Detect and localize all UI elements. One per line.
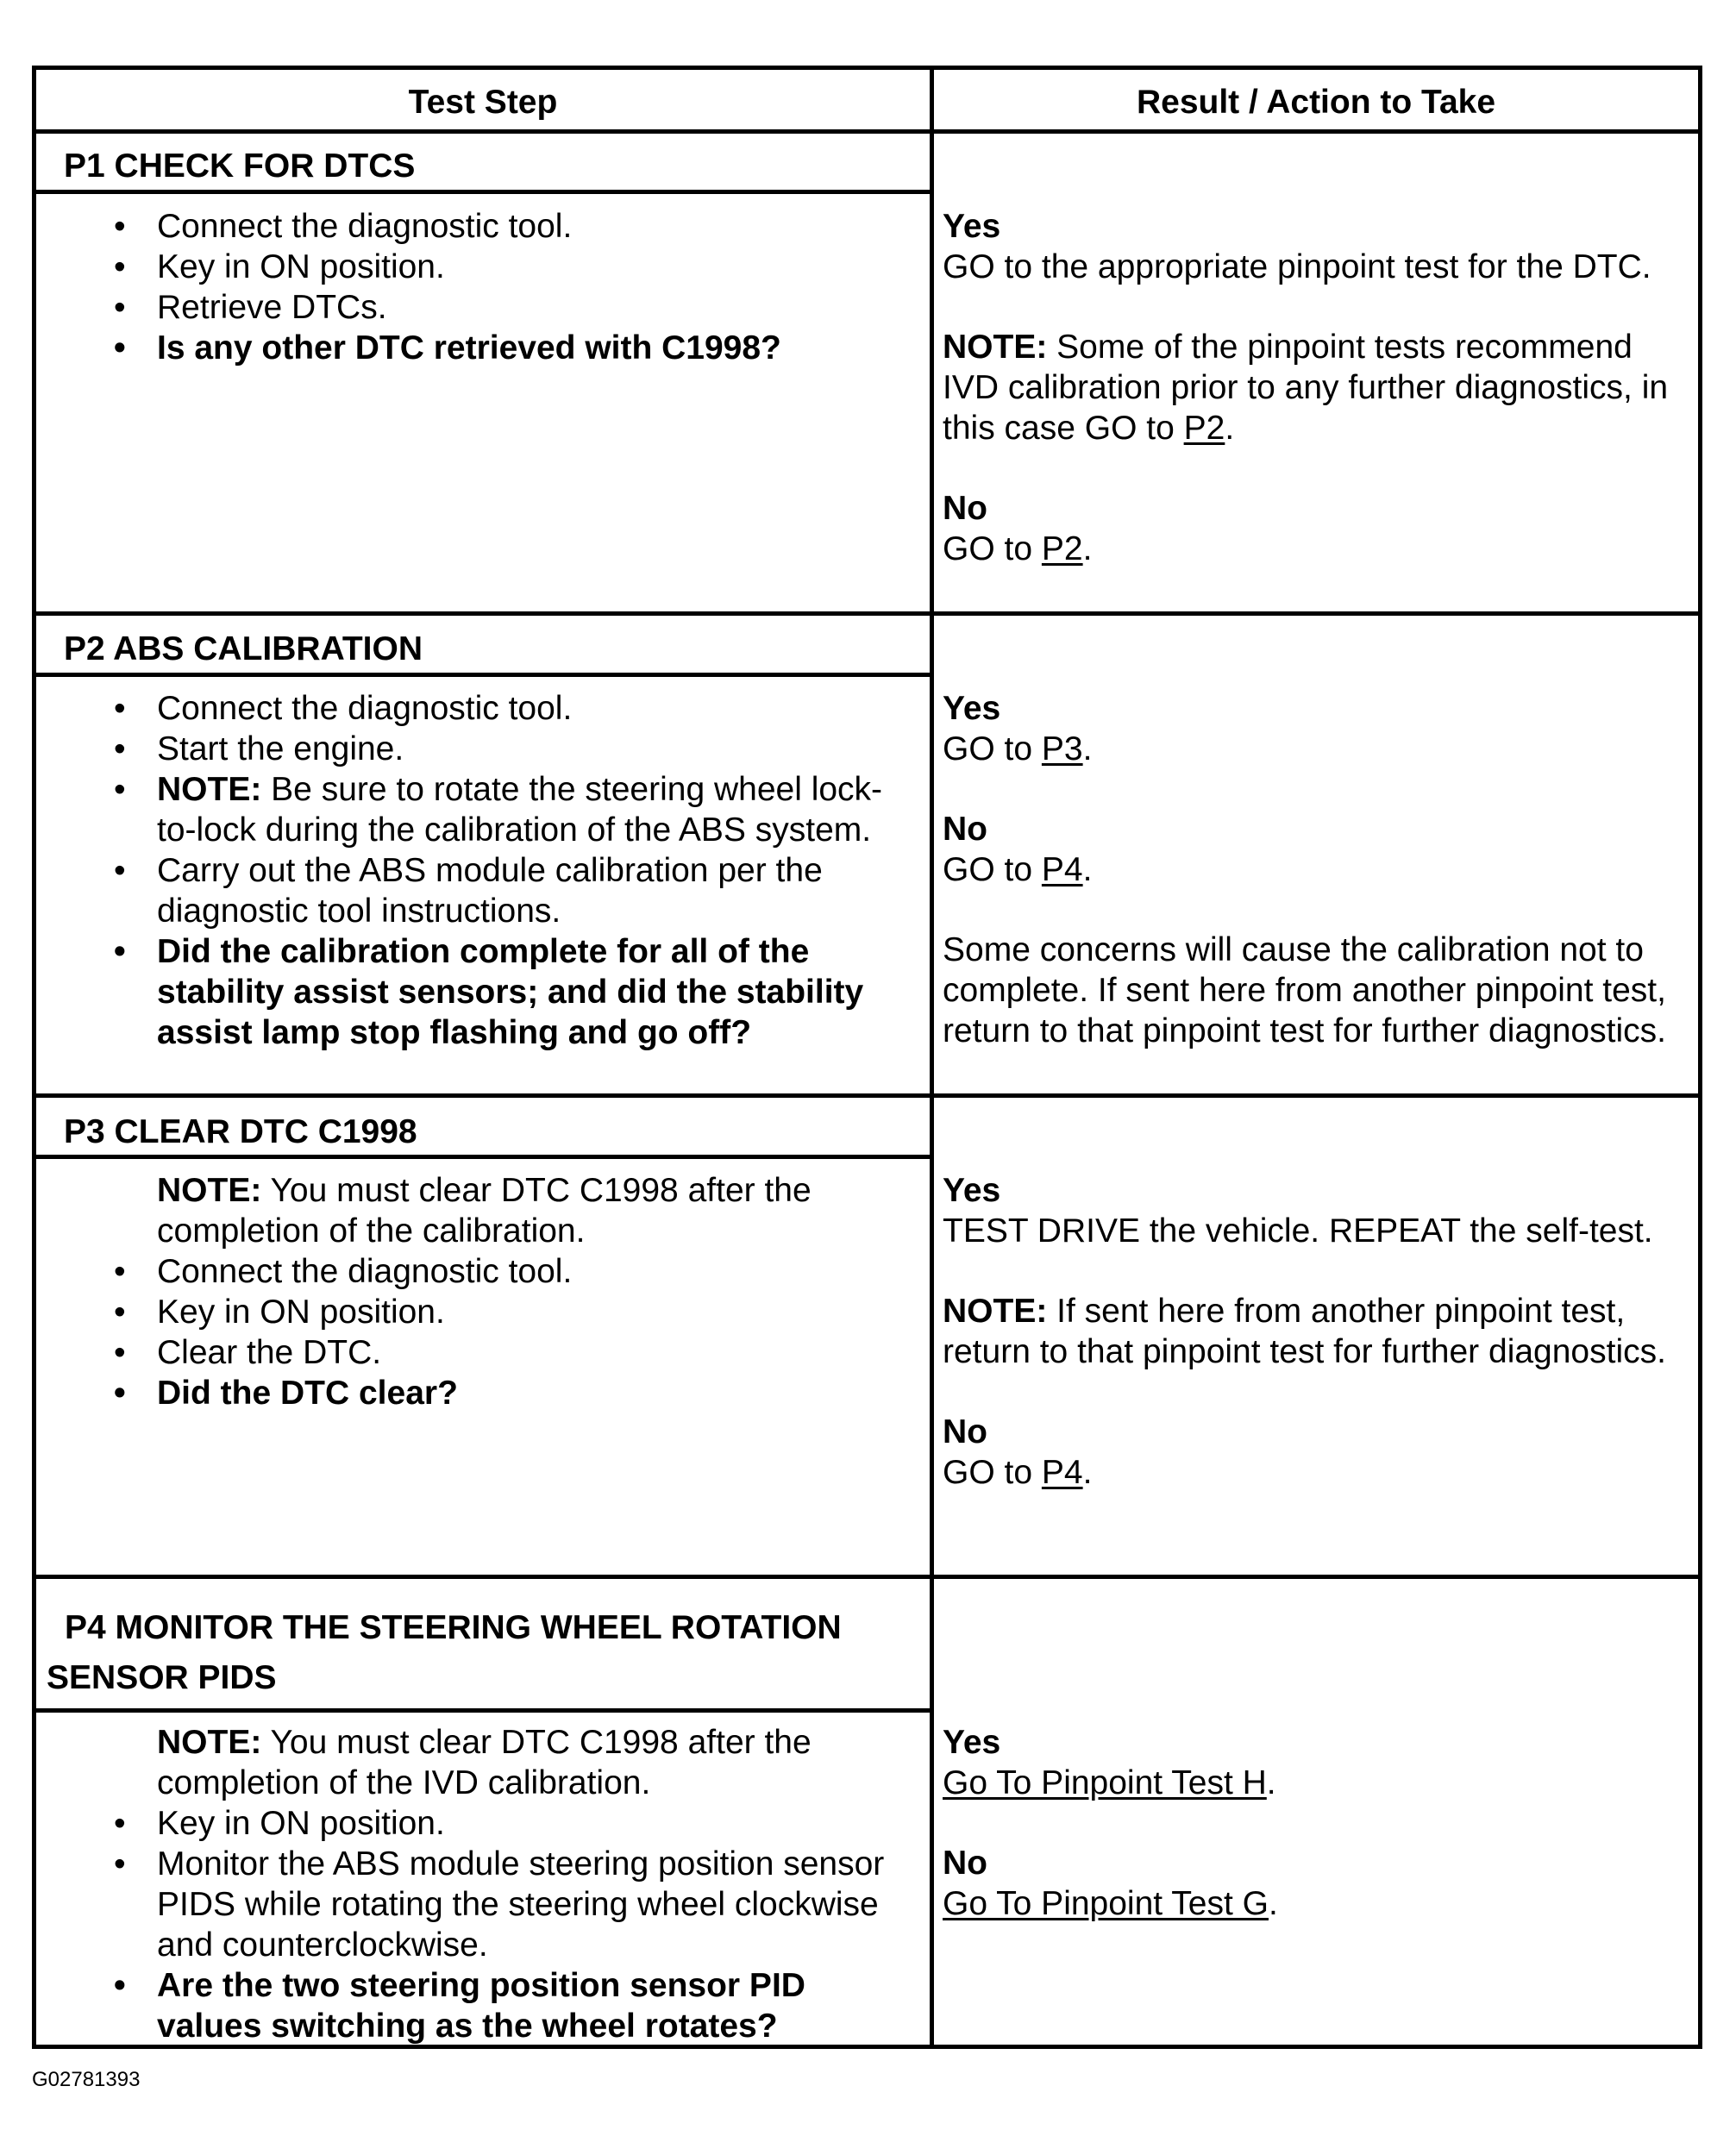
link-pinpoint-test-g[interactable]: Go To Pinpoint Test G [943,1885,1269,1922]
link-p3[interactable]: P3 [1041,730,1083,767]
header-result-action: Result / Action to Take [1136,84,1496,121]
title-divider [36,1708,930,1713]
column-divider [930,70,934,2045]
list-item: • Is any other DTC retrieved with C1998? [114,328,916,368]
link-p4[interactable]: P4 [1041,851,1083,888]
link-p2[interactable]: P2 [1041,530,1083,567]
step-title-p2: P2 ABS CALIBRATION [64,630,423,667]
step-list-p1 [114,206,916,368]
no-prefix: GO to [943,1454,1033,1491]
step-list-p3 [114,1170,916,1413]
no-label: No [943,1845,987,1882]
title-divider [36,673,930,677]
no-label: No [943,811,987,848]
note-text: Some of the pinpoint tests recommend IVD calibration prior to any further diagnostics, in this case GO to [943,329,1669,447]
link-pinpoint-test-h[interactable]: Go To Pinpoint Test H [943,1764,1267,1801]
yes-label: Yes [943,1724,1001,1761]
list-item: • Key in ON position. [114,1292,916,1332]
header-divider [36,129,1698,134]
no-label: No [943,1413,987,1450]
yes-prefix: GO to [943,730,1033,767]
header-test-step: Test Step [408,84,558,121]
note-label: NOTE: [157,1172,262,1209]
list-item: • Connect the diagnostic tool. [114,688,916,729]
list-item: • Did the calibration complete for all of the stability assist sensors; and did the stability assist lamp stop flashing and go off? [114,931,916,1053]
yes-label: Yes [943,1172,1001,1209]
step-list-p4 [114,1722,916,2046]
list-item: • Clear the DTC. [114,1332,916,1373]
result-p1: Yes GO to the appropriate pinpoint test for the DTC. NOTE: Some of the pinpoint tests recommend IVD calibration prior to any further diagnostics, in this case GO to P2. No GO to P2. [943,208,1669,567]
note-label: NOTE: [157,1724,262,1761]
list-item: • Connect the diagnostic tool. [114,206,916,247]
yes-label: Yes [943,690,1001,727]
list-item: • Start the engine. [114,729,916,769]
diagnostic-table [32,66,1702,2049]
list-item: • Connect the diagnostic tool. [114,1251,916,1292]
list-item [114,769,916,850]
row-divider [36,1093,1698,1098]
figure-id: G02781393 [32,2068,141,2091]
note-label: NOTE: [157,771,262,808]
list-item: • Monitor the ABS module steering position sensor PIDS while rotating the steering wheel clockwise and counterclockwise. [114,1844,916,1965]
no-prefix: GO to [943,530,1033,567]
list-item: • Retrieve DTCs. [114,287,916,328]
note-text: If sent here from another pinpoint test, return to that pinpoint test for further diagnostics. [943,1293,1666,1370]
list-item: • Key in ON position. [114,247,916,287]
note-text: You must clear DTC C1998 after the completion of the IVD calibration. [157,1724,812,1801]
list-item [114,1170,916,1251]
list-item: • Are the two steering position sensor PID values switching as the wheel rotates? [114,1965,916,2046]
result-p2: Yes GO to P3. No GO to P4. Some concerns will cause the calibration not to complete. If sent here from another pinpoint test, return to that pinpoint test for further diagnostics. [943,690,1666,1049]
list-item [114,1722,916,1803]
title-divider [36,190,930,194]
title-divider [36,1155,930,1159]
note-label: NOTE: [943,329,1048,366]
list-item: • Carry out the ABS module calibration per the diagnostic tool instructions. [114,850,916,931]
link-p2[interactable]: P2 [1183,410,1225,447]
extra-text: Some concerns will cause the calibration not to complete. If sent here from another pinpoint test, return to that pinpoint test for further diagnostics. [943,931,1666,1049]
yes-label: Yes [943,208,1001,245]
step-title-p1: P1 CHECK FOR DTCS [64,147,416,185]
yes-text: TEST DRIVE the vehicle. REPEAT the self-test. [943,1212,1653,1250]
row-divider [36,611,1698,616]
step-list-p2 [114,688,916,1053]
note-text: Be sure to rotate the steering wheel lock-to-lock during the calibration of the ABS system. [157,771,883,849]
result-p4: Yes Go To Pinpoint Test H. No Go To Pinpoint Test G. [943,1724,1278,1922]
row-divider [36,1575,1698,1579]
list-item: • Key in ON position. [114,1803,916,1844]
link-p4[interactable]: P4 [1041,1454,1083,1491]
yes-text: GO to the appropriate pinpoint test for the DTC. [943,248,1651,285]
step-title-p4: P4 MONITOR THE STEERING WHEEL ROTATION SENSOR PIDS [47,1609,842,1696]
no-prefix: GO to [943,851,1033,888]
step-title-p3: P3 CLEAR DTC C1998 [64,1113,417,1150]
no-label: No [943,490,987,527]
note-text: You must clear DTC C1998 after the completion of the calibration. [157,1172,812,1250]
note-label: NOTE: [943,1293,1048,1330]
result-p3: Yes TEST DRIVE the vehicle. REPEAT the self-test. NOTE: If sent here from another pinpoint test, return to that pinpoint test for further diagnostics. No GO to P4. [943,1172,1666,1491]
list-item: • Did the DTC clear? [114,1373,916,1413]
